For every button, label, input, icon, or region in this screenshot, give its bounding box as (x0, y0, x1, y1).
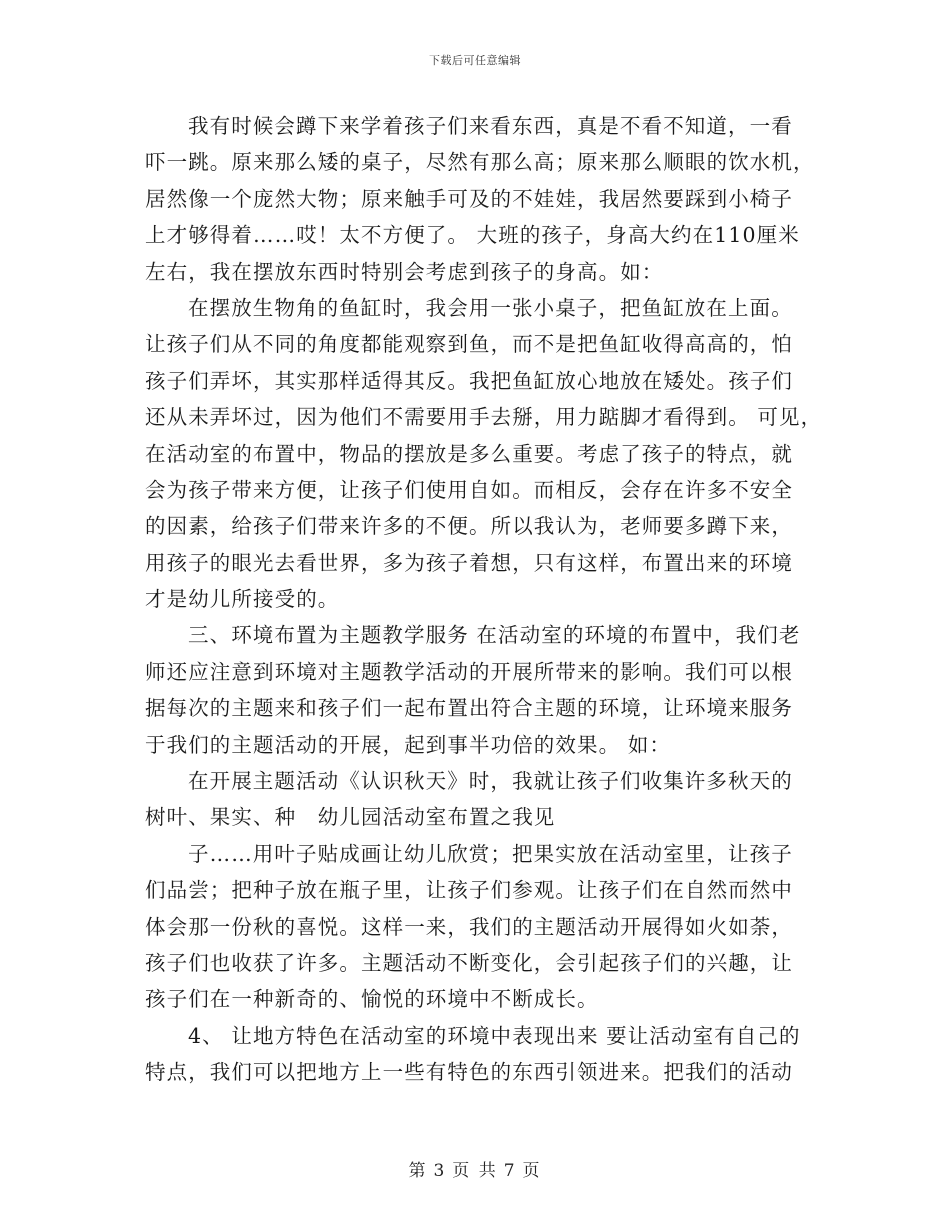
body-text (145, 108, 825, 1091)
current-page-number: 3 (433, 1161, 447, 1181)
paragraph-line: 据每次的主题来和孩子们一起布置出符合主题的环境，让环境来服务 (145, 696, 793, 721)
paragraph-line: 特点，我们可以把地方上一些有特色的东西引领进来。把我们的活动 (145, 1060, 793, 1085)
paragraph-line: 还从未弄坏过，因为他们不需要用手去掰，用力踮脚才看得到。 可见， (145, 405, 823, 430)
paragraph-line: 在活动室的布置中，物品的摆放是多么重要。考虑了孩子的特点，就 (145, 441, 793, 466)
footer-suffix: 页 (522, 1161, 542, 1181)
paragraph-line: 孩子们也收获了许多。主题活动不断变化，会引起孩子们的兴趣，让 (145, 950, 793, 975)
footer-middle: 页 共 (452, 1161, 498, 1181)
paragraph-line: 孩子们在一种新奇的、愉悦的环境中不断成长。 (145, 987, 599, 1012)
paragraph-line: 上才够得着……哎！太不方便了。 大班的孩子，身高大约在110厘米 (145, 223, 800, 248)
paragraph-line: 左右，我在摆放东西时特别会考虑到孩子的身高。如： (145, 259, 664, 284)
paragraph-line: 们品尝；把种子放在瓶子里，让孩子们参观。让孩子们在自然而然中 (145, 878, 793, 903)
paragraph-line: 吓一跳。原来那么矮的桌子，尽然有那么高；原来那么顺眼的饮水机， (145, 150, 815, 175)
paragraph-line: 让孩子们从不同的角度都能观察到鱼，而不是把鱼缸收得高高的，怕 (145, 332, 793, 357)
paragraph-line: 子……用叶子贴成画让幼儿欣赏；把果实放在活动室里，让孩子 (188, 841, 793, 866)
paragraph-line: 于我们的主题活动的开展，起到事半功倍的效果。 如： (145, 732, 672, 757)
paragraph-line: 师还应注意到环境对主题教学活动的开展所带来的影响。我们可以根 (145, 659, 793, 684)
section-heading-line: 三、环境布置为主题教学服务 在活动室的环境的布置中，我们老 (188, 623, 801, 648)
paragraph-line: 的因素，给孩子们带来许多的不便。所以我认为，老师要多蹲下来， (145, 514, 793, 539)
paragraph-line: 才是幼儿所接受的。 (145, 587, 340, 612)
paragraph-line: 在摆放生物角的鱼缸时，我会用一张小桌子，把鱼缸放在上面。 (188, 295, 793, 320)
paragraph-line: 用孩子的眼光去看世界，多为孩子着想，只有这样，布置出来的环境 (145, 550, 793, 575)
paragraph-line: 会为孩子带来方便，让孩子们使用自如。而相反，会存在许多不安全 (145, 477, 793, 502)
paragraph-line: 在开展主题活动《认识秋天》时，我就让孩子们收集许多秋天的 (188, 769, 793, 794)
paragraph-line: 树叶、果实、种 幼儿园活动室布置之我见 (145, 805, 556, 830)
page-footer (0, 1156, 950, 1181)
section-heading-line: 4、 让地方特色在活动室的环境中表现出来 要让活动室有自己的 (188, 1023, 801, 1048)
paragraph-line: 我有时候会蹲下来学着孩子们来看东西，真是不看不知道，一看 (188, 114, 793, 138)
paragraph-line: 体会那一份秋的喜悦。这样一来，我们的主题活动开展得如火如荼， (145, 914, 793, 939)
paragraph-line: 居然像一个庞然大物；原来触手可及的不娃娃，我居然要踩到小椅子 (145, 186, 793, 211)
paragraph-line: 孩子们弄坏，其实那样适得其反。我把鱼缸放心地放在矮处。孩子们 (145, 368, 793, 393)
footer-prefix: 第 (408, 1161, 428, 1181)
page-header: 下载后可任意编辑 (429, 54, 521, 67)
total-page-count: 7 (503, 1161, 517, 1181)
